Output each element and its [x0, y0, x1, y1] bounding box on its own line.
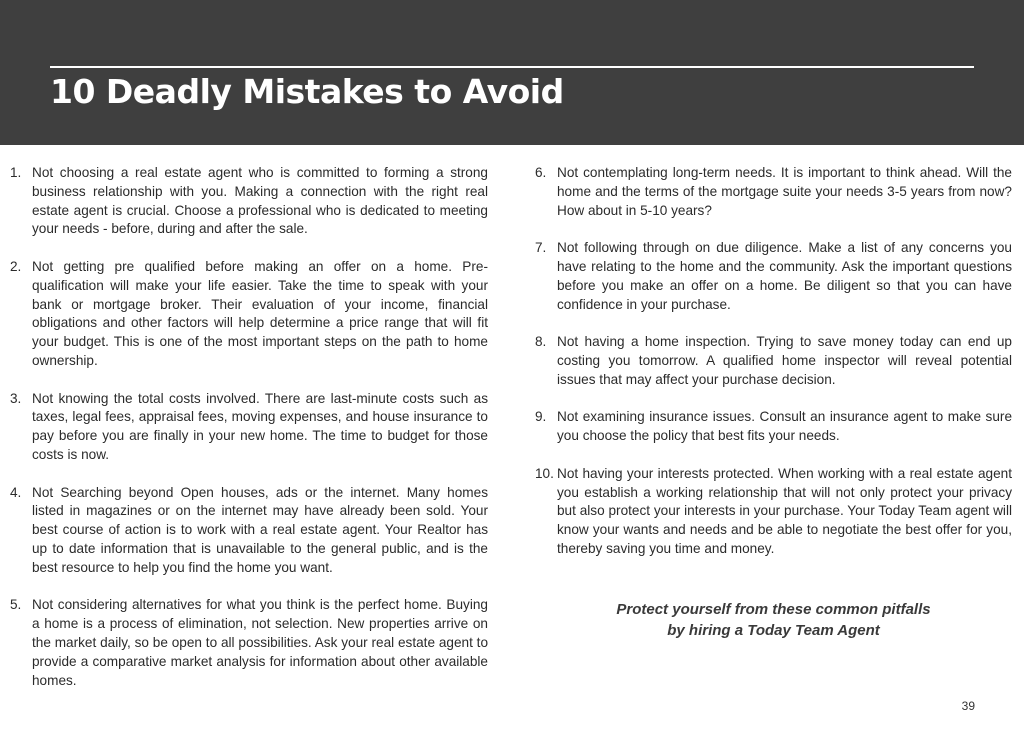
header-divider	[50, 66, 974, 68]
list-item-number: 9.	[535, 409, 547, 425]
list-item	[535, 465, 1012, 559]
list-item-number: 8.	[535, 334, 547, 350]
list-item-text: Not following through on due diligence. Make a list of any concerns you have relating to the home and the community. Ask the important questions before you make an offer on a home. Be diligent so that you can have confidence in your purchase.	[557, 240, 1012, 312]
list-item-text: Not considering alternatives for what you think is the perfect home. Buying a home is a process of elimination, not selection. New properties arrive on the market daily, so be open to all possibilities. Ask your real estate agent to provide a comparative market analysis for information about other available homes.	[32, 597, 488, 688]
callout-line-2: by hiring a Today Team Agent	[667, 622, 880, 639]
list-item-text: Not Searching beyond Open houses, ads or the internet. Many homes listed in magazines or on the internet may have already been sold. Your best course of action is to work with a real estate agent. Your Realtor has up to date information that is unavailable to the general public, and is the best resource to help you find the home you want.	[32, 484, 488, 575]
list-item	[10, 390, 488, 465]
list-item-number: 6.	[535, 165, 547, 180]
callout-line-1: Protect yourself from these common pitfalls	[616, 601, 931, 618]
list-item	[10, 596, 488, 690]
list-item-text: Not choosing a real estate agent who is committed to forming a strong business relationship with you. Making a connection with the right real estate agent is crucial. Choose a professional who is dedicated to meeting your needs - before, during and after the sale.	[32, 165, 488, 237]
list-item-text: Not contemplating long-term needs. It is important to think ahead. Will the home and the terms of the mortgage suite your needs 3-5 years from now? How about in 5-10 years?	[557, 165, 1012, 218]
list-item-text: Not having your interests protected. When working with a real estate agent you establish a working relationship that will not only protect your privacy but also protect your interests in your purchase. Your Today Team agent will know your wants and needs and be able to negotiate the best offer for you, thereby saving you time and money.	[557, 465, 1012, 556]
list-item-text: Not examining insurance issues. Consult an insurance agent to make sure you choose the policy that best fits your needs.	[557, 409, 1012, 444]
mistakes-column-right	[535, 164, 1012, 578]
list-item	[535, 333, 1012, 389]
page-number: 39	[961, 699, 975, 713]
list-item	[535, 164, 1012, 220]
list-item-number: 10.	[535, 465, 554, 481]
list-item	[10, 258, 488, 371]
list-item-number: 7.	[535, 240, 547, 256]
list-item	[10, 164, 488, 239]
callout-text	[535, 599, 1012, 641]
list-item-number: 1.	[10, 165, 22, 180]
list-item	[10, 484, 488, 578]
list-item-text: Not getting pre qualified before making an offer on a home. Pre-qualification will make your life easier. Take the time to speak with your bank or mortgage broker. Their evaluation of your income, financial obligations and other factors will help determine a price range that will fit your budget. This is one of the most important steps on the path to home ownership.	[32, 258, 488, 368]
list-item	[535, 408, 1012, 446]
list-item-text: Not having a home inspection. Trying to save money today can end up costing you tomorrow. A qualified home inspector will reveal potential issues that may affect your purchase decision.	[557, 334, 1012, 387]
list-item-number: 2.	[10, 258, 22, 274]
list-item-number: 3.	[10, 390, 22, 406]
mistakes-column-left	[10, 164, 488, 709]
page-title: 10 Deadly Mistakes to Avoid	[50, 72, 564, 111]
page-header	[0, 0, 1024, 145]
list-item-number: 5.	[10, 597, 22, 613]
list-item-text: Not knowing the total costs involved. There are last-minute costs such as taxes, legal fees, appraisal fees, moving expenses, and house insurance to pay before you are finally in your new home. The time to budget for those costs is now.	[32, 390, 488, 462]
list-item	[535, 239, 1012, 314]
list-item-number: 4.	[10, 484, 22, 500]
